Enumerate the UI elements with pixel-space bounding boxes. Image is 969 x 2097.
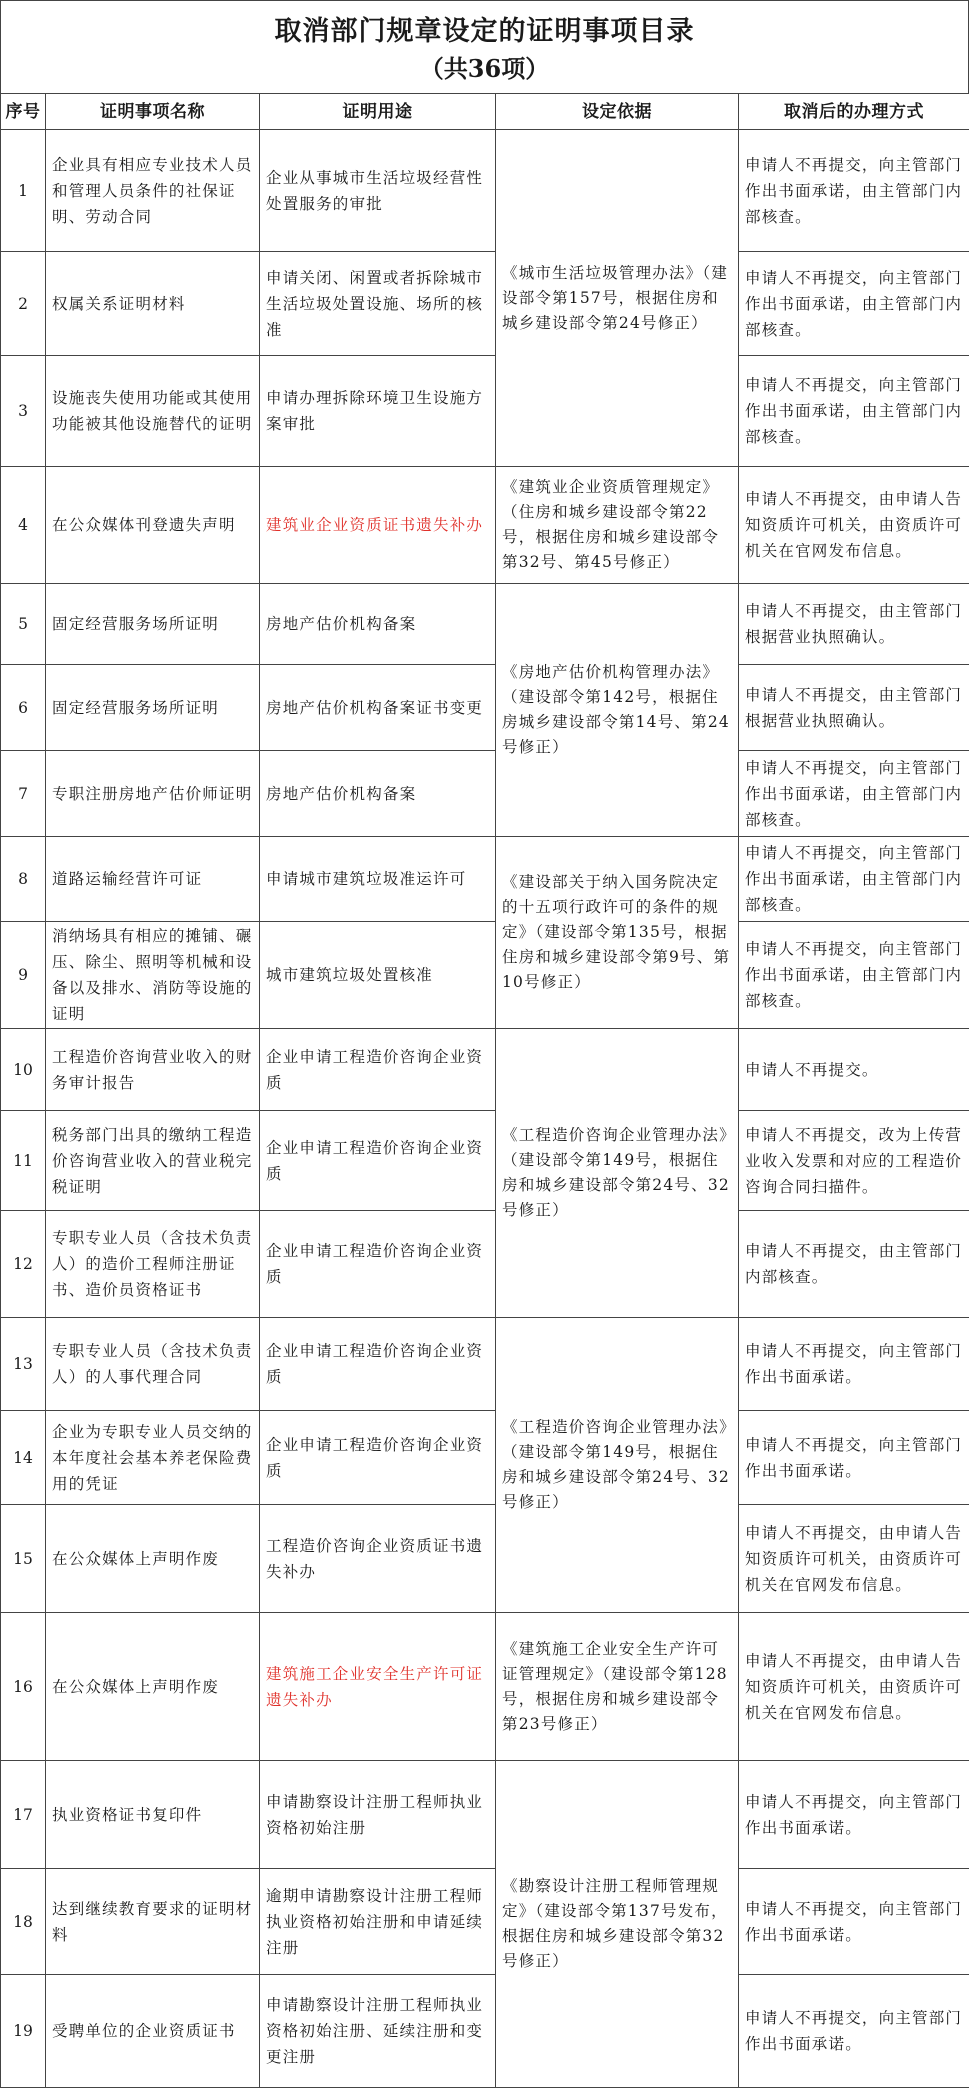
row-name: 工程造价咨询营业收入的财务审计报告 xyxy=(46,1029,260,1111)
row-name: 固定经营服务场所证明 xyxy=(46,665,260,751)
table-row xyxy=(1,1869,969,1975)
row-no: 1 xyxy=(1,130,46,252)
row-no: 12 xyxy=(1,1211,46,1318)
row-no: 16 xyxy=(1,1613,46,1761)
row-no: 15 xyxy=(1,1505,46,1613)
table-row xyxy=(1,665,969,751)
table-row xyxy=(1,130,969,252)
row-use: 企业申请工程造价咨询企业资质 xyxy=(260,1029,496,1111)
table-row xyxy=(1,1029,969,1111)
document-subtitle: （共36项） xyxy=(419,54,550,83)
document-title: 取消部门规章设定的证明事项目录 xyxy=(274,16,695,47)
row-basis: 《城市生活垃圾管理办法》（建设部令第157号，根据住房和城乡建设部令第24号修正） xyxy=(496,130,739,467)
row-name: 企业具有相应专业技术人员和管理人员条件的社保证明、劳动合同 xyxy=(46,130,260,252)
row-name: 专职注册房地产估价师证明 xyxy=(46,751,260,837)
row-method: 申请人不再提交，向主管部门作出书面承诺，由主管部门内部核查。 xyxy=(739,837,969,922)
row-name: 达到继续教育要求的证明材料 xyxy=(46,1869,260,1975)
row-basis: 《勘察设计注册工程师管理规定》（建设部令第137号发布，根据住房和城乡建设部令第32号修正） xyxy=(496,1761,739,2088)
row-no: 17 xyxy=(1,1761,46,1869)
row-name: 道路运输经营许可证 xyxy=(46,837,260,922)
row-no: 14 xyxy=(1,1411,46,1505)
header-use: 证明用途 xyxy=(260,94,496,130)
table-row xyxy=(1,1975,969,2088)
table-header-row xyxy=(1,94,969,130)
row-use: 申请勘察设计注册工程师执业资格初始注册 xyxy=(260,1761,496,1869)
row-name: 专职专业人员（含技术负责人）的人事代理合同 xyxy=(46,1318,260,1411)
row-basis: 《工程造价咨询企业管理办法》（建设部令第149号，根据住房和城乡建设部令第24号、32号修正） xyxy=(496,1029,739,1318)
table-row xyxy=(1,584,969,665)
row-use: 企业申请工程造价咨询企业资质 xyxy=(260,1211,496,1318)
row-use: 申请勘察设计注册工程师执业资格初始注册、延续注册和变更注册 xyxy=(260,1975,496,2088)
header-name: 证明事项名称 xyxy=(46,94,260,130)
table-row xyxy=(1,837,969,922)
row-no: 10 xyxy=(1,1029,46,1111)
row-use: 企业申请工程造价咨询企业资质 xyxy=(260,1318,496,1411)
row-no: 2 xyxy=(1,252,46,356)
row-method: 申请人不再提交，向主管部门作出书面承诺。 xyxy=(739,1761,969,1869)
row-method: 申请人不再提交，由主管部门根据营业执照确认。 xyxy=(739,584,969,665)
row-no: 3 xyxy=(1,356,46,467)
row-method: 申请人不再提交，向主管部门作出书面承诺，由主管部门内部核查。 xyxy=(739,130,969,252)
row-method: 申请人不再提交，由申请人告知资质许可机关，由资质许可机关在官网发布信息。 xyxy=(739,1505,969,1613)
table-row xyxy=(1,252,969,356)
table-row xyxy=(1,1318,969,1411)
row-basis: 《建设部关于纳入国务院决定的十五项行政许可的条件的规定》（建设部令第135号，根据住房和城乡建设部令第9号、第10号修正） xyxy=(496,837,739,1029)
row-name: 固定经营服务场所证明 xyxy=(46,584,260,665)
row-name: 企业为专职专业人员交纳的本年度社会基本养老保险费用的凭证 xyxy=(46,1411,260,1505)
header-method: 取消后的办理方式 xyxy=(739,94,969,130)
row-name: 专职专业人员（含技术负责人）的造价工程师注册证书、造价员资格证书 xyxy=(46,1211,260,1318)
header-no: 序号 xyxy=(1,94,46,130)
row-use: 房地产估价机构备案 xyxy=(260,751,496,837)
table-row xyxy=(1,922,969,1029)
row-no: 13 xyxy=(1,1318,46,1411)
header-basis: 设定依据 xyxy=(496,94,739,130)
row-method: 申请人不再提交，由主管部门内部核查。 xyxy=(739,1211,969,1318)
table-row xyxy=(1,1411,969,1505)
row-name: 在公众媒体上声明作废 xyxy=(46,1505,260,1613)
row-use: 建筑业企业资质证书遗失补办 xyxy=(260,467,496,584)
row-use: 逾期申请勘察设计注册工程师执业资格初始注册和申请延续注册 xyxy=(260,1869,496,1975)
row-use: 房地产估价机构备案证书变更 xyxy=(260,665,496,751)
row-method: 申请人不再提交，向主管部门作出书面承诺，由主管部门内部核查。 xyxy=(739,252,969,356)
row-use: 申请关闭、闲置或者拆除城市生活垃圾处置设施、场所的核准 xyxy=(260,252,496,356)
row-no: 11 xyxy=(1,1111,46,1211)
row-use: 建筑施工企业安全生产许可证遗失补办 xyxy=(260,1613,496,1761)
row-use: 企业申请工程造价咨询企业资质 xyxy=(260,1411,496,1505)
row-use: 申请城市建筑垃圾准运许可 xyxy=(260,837,496,922)
row-method: 申请人不再提交，由申请人告知资质许可机关，由资质许可机关在官网发布信息。 xyxy=(739,1613,969,1761)
row-use: 房地产估价机构备案 xyxy=(260,584,496,665)
certificate-table xyxy=(0,93,969,2088)
row-method: 申请人不再提交，向主管部门作出书面承诺。 xyxy=(739,1869,969,1975)
row-basis: 《工程造价咨询企业管理办法》（建设部令第149号，根据住房和城乡建设部令第24号、32号修正） xyxy=(496,1318,739,1613)
row-no: 9 xyxy=(1,922,46,1029)
row-method: 申请人不再提交，改为上传营业收入发票和对应的工程造价咨询合同扫描件。 xyxy=(739,1111,969,1211)
row-no: 6 xyxy=(1,665,46,751)
row-use: 城市建筑垃圾处置核准 xyxy=(260,922,496,1029)
table-row xyxy=(1,1505,969,1613)
row-no: 4 xyxy=(1,467,46,584)
row-method: 申请人不再提交，由申请人告知资质许可机关，由资质许可机关在官网发布信息。 xyxy=(739,467,969,584)
row-method: 申请人不再提交，向主管部门作出书面承诺。 xyxy=(739,1411,969,1505)
row-use: 工程造价咨询企业资质证书遗失补办 xyxy=(260,1505,496,1613)
row-name: 在公众媒体上声明作废 xyxy=(46,1613,260,1761)
row-no: 7 xyxy=(1,751,46,837)
row-name: 在公众媒体刊登遗失声明 xyxy=(46,467,260,584)
row-basis: 《建筑施工企业安全生产许可证管理规定》（建设部令第128号，根据住房和城乡建设部令第23号修正） xyxy=(496,1613,739,1761)
table-row xyxy=(1,1613,969,1761)
row-no: 18 xyxy=(1,1869,46,1975)
table-row xyxy=(1,1211,969,1318)
row-no: 19 xyxy=(1,1975,46,2088)
table-row xyxy=(1,1111,969,1211)
row-name: 设施丧失使用功能或其使用功能被其他设施替代的证明 xyxy=(46,356,260,467)
row-method: 申请人不再提交，向主管部门作出书面承诺。 xyxy=(739,1318,969,1411)
row-name: 受聘单位的企业资质证书 xyxy=(46,1975,260,2088)
table-row xyxy=(1,751,969,837)
row-name: 税务部门出具的缴纳工程造价咨询营业收入的营业税完税证明 xyxy=(46,1111,260,1211)
row-use: 申请办理拆除环境卫生设施方案审批 xyxy=(260,356,496,467)
row-name: 消纳场具有相应的摊铺、碾压、除尘、照明等机械和设备以及排水、消防等设施的证明 xyxy=(46,922,260,1029)
row-method: 申请人不再提交，向主管部门作出书面承诺，由主管部门内部核查。 xyxy=(739,922,969,1029)
table-row xyxy=(1,467,969,584)
row-no: 8 xyxy=(1,837,46,922)
row-method: 申请人不再提交，向主管部门作出书面承诺，由主管部门内部核查。 xyxy=(739,356,969,467)
row-basis: 《建筑业企业资质管理规定》（住房和城乡建设部令第22号，根据住房和城乡建设部令第32号、第45号修正） xyxy=(496,467,739,584)
row-no: 5 xyxy=(1,584,46,665)
table-row xyxy=(1,1761,969,1869)
title-block xyxy=(0,0,969,94)
row-use: 企业从事城市生活垃圾经营性处置服务的审批 xyxy=(260,130,496,252)
row-use: 企业申请工程造价咨询企业资质 xyxy=(260,1111,496,1211)
row-name: 执业资格证书复印件 xyxy=(46,1761,260,1869)
row-method: 申请人不再提交，由主管部门根据营业执照确认。 xyxy=(739,665,969,751)
row-basis: 《房地产估价机构管理办法》（建设部令第142号，根据住房城乡建设部令第14号、第24号修正） xyxy=(496,584,739,837)
table-row xyxy=(1,356,969,467)
row-method: 申请人不再提交，向主管部门作出书面承诺，由主管部门内部核查。 xyxy=(739,751,969,837)
row-method: 申请人不再提交，向主管部门作出书面承诺。 xyxy=(739,1975,969,2088)
row-method: 申请人不再提交。 xyxy=(739,1029,969,1111)
row-name: 权属关系证明材料 xyxy=(46,252,260,356)
